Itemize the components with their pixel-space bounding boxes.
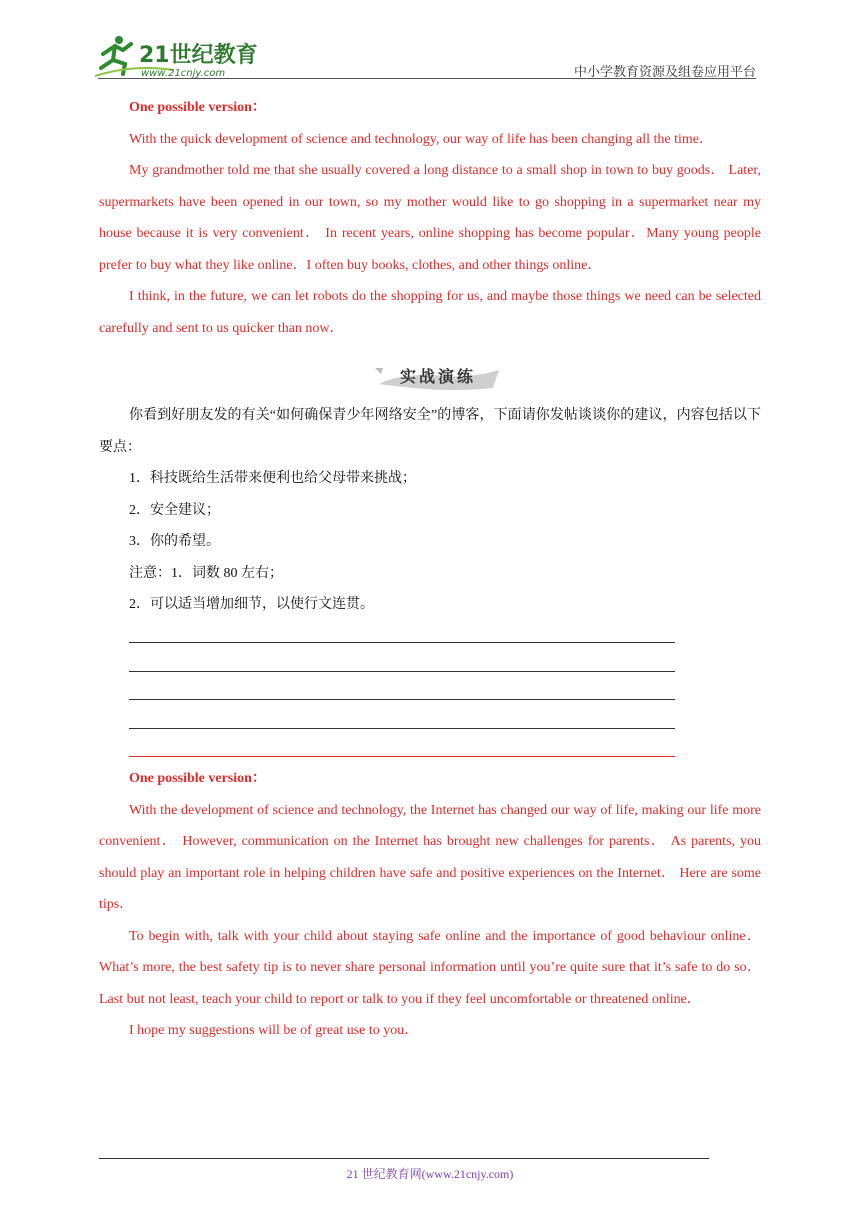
document-body — [99, 92, 761, 1047]
writing-line[interactable] — [99, 621, 761, 650]
writing-line[interactable] — [99, 649, 761, 678]
section-banner — [99, 360, 761, 398]
answer1-paragraph: My grandmother told me that she usually covered a long distance to a small shop in town to buy goods． Later, supermarkets have been opened in our town, so my mother would like to go shopping in a supermarket near my house because it is very convenient． In recent years, online shopping has become popular．Many young people prefer to buy what they like online．I often buy books, clothes, and other things online． — [99, 163, 761, 273]
svg-text:www.21cnjy.com: www.21cnjy.com — [141, 68, 226, 79]
logo-icon — [93, 34, 263, 80]
task-point: 2．安全建议； — [129, 502, 220, 518]
site-logo — [93, 34, 263, 80]
task-point: 1．科技既给生活带来便利也给父母带来挑战； — [129, 471, 416, 486]
section-title: 实战演练 — [399, 367, 476, 386]
answer1-paragraph: I think, in the future, we can let robots do the shopping for us, and maybe those things we need can be selected carefully and sent to us quicker than now． — [99, 289, 761, 336]
writing-line[interactable] — [99, 735, 761, 764]
task-intro: 你看到好朋友发的有关“如何确保青少年网络安全”的博客，下面请你发帖谈谈你的建议，内容包括以下要点： — [99, 408, 761, 455]
answer1-paragraph: With the quick development of science and technology, our way of life has been changing all the time． — [129, 131, 714, 147]
answer2-paragraph: With the development of science and technology, the Internet has changed our way of life, making our life more convenient． However, communication on the Internet has brought new challenges for parents． As parents, you should play an important role in helping children have safe and positive experiences on the Internet． Here are some tips． — [99, 802, 761, 913]
page-header — [0, 0, 860, 82]
task-point: 3．你的希望。 — [129, 534, 220, 549]
writing-line[interactable] — [99, 706, 761, 735]
answer2-paragraph: I hope my suggestions will be of great use to you． — [129, 1023, 419, 1039]
answer-label-2: One possible version： — [129, 771, 266, 787]
answer2-paragraph: To begin with, talk with your child about staying safe online and the importance of good behaviour online．What’s more, the best safety tip is to never share personal information until you’re quite sure that it’s safe to do so． Last but not least, teach your child to report or talk to you if they feel uncomfortable or threatened online． — [99, 928, 761, 1007]
footer-divider — [99, 1158, 709, 1159]
answer-label-1: One possible version： — [129, 100, 266, 115]
task-note: 2．可以适当增加细节，以使行文连贯。 — [129, 597, 374, 612]
header-divider — [98, 78, 756, 79]
svg-text:21世纪教育: 21世纪教育 — [139, 43, 258, 68]
platform-name: 中小学教育资源及组卷应用平台 — [573, 64, 756, 79]
footer-text: 21 世纪教育网(www.21cnjy.com) — [346, 1167, 514, 1181]
writing-line[interactable] — [99, 678, 761, 707]
task-note: 注意：1．词数 80 左右； — [129, 565, 283, 581]
